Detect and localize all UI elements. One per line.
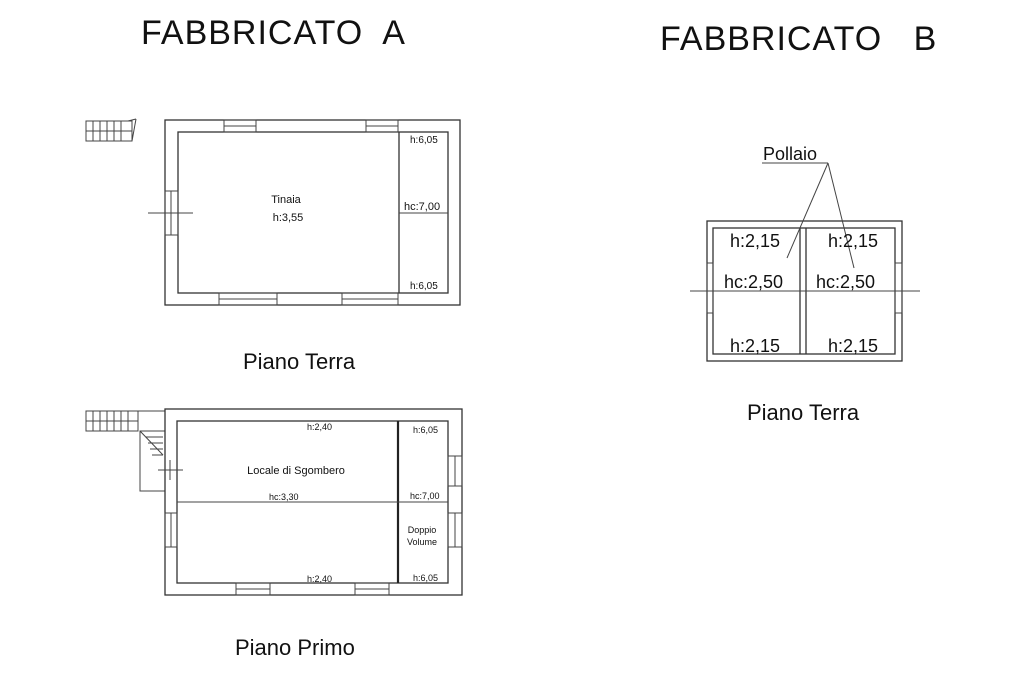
- height-label: h:6,05: [410, 135, 438, 146]
- room-name-label: Pollaio: [763, 144, 818, 164]
- building-b-ground-floor-caption: Piano Terra: [747, 400, 860, 425]
- height-label: hc:2,50: [724, 272, 784, 292]
- leader-line: [787, 163, 828, 258]
- height-label: hc:7,00: [404, 201, 441, 213]
- exterior-stair-icon: [86, 411, 165, 491]
- building-b-title: FABBRICATO B: [660, 20, 938, 58]
- height-label: h:2,15: [730, 231, 781, 251]
- building-b-ground-floor-plan: [690, 144, 920, 361]
- room-height-label: h:3,55: [272, 212, 304, 224]
- building-a-first-floor-caption: Piano Primo: [235, 635, 355, 660]
- height-label: h:2,40: [307, 574, 333, 584]
- height-label: h:2,15: [828, 336, 879, 356]
- height-label: h:6,05: [410, 281, 438, 292]
- exterior-stair-icon: [86, 119, 136, 141]
- leader-line: [828, 163, 854, 268]
- double-volume-label: Doppio: [407, 525, 437, 535]
- height-label: hc:3,30: [269, 492, 299, 502]
- building-a-title: FABBRICATO A: [141, 14, 406, 52]
- height-label: h:2,15: [730, 336, 781, 356]
- double-volume-label: Volume: [406, 537, 438, 547]
- building-a-ground-floor-plan: [86, 119, 460, 305]
- height-label: h:2,15: [828, 231, 879, 251]
- building-a-ground-floor-caption: Piano Terra: [243, 349, 356, 374]
- height-label: hc:7,00: [410, 491, 440, 501]
- room-name-label: Tinaia: [271, 194, 301, 206]
- height-label: h:6,05: [413, 425, 439, 435]
- room-name-label: Locale di Sgombero: [247, 465, 345, 477]
- height-label: h:2,40: [307, 422, 333, 432]
- height-label: hc:2,50: [816, 272, 876, 292]
- building-a-first-floor-plan: [86, 409, 462, 595]
- height-label: h:6,05: [413, 573, 439, 583]
